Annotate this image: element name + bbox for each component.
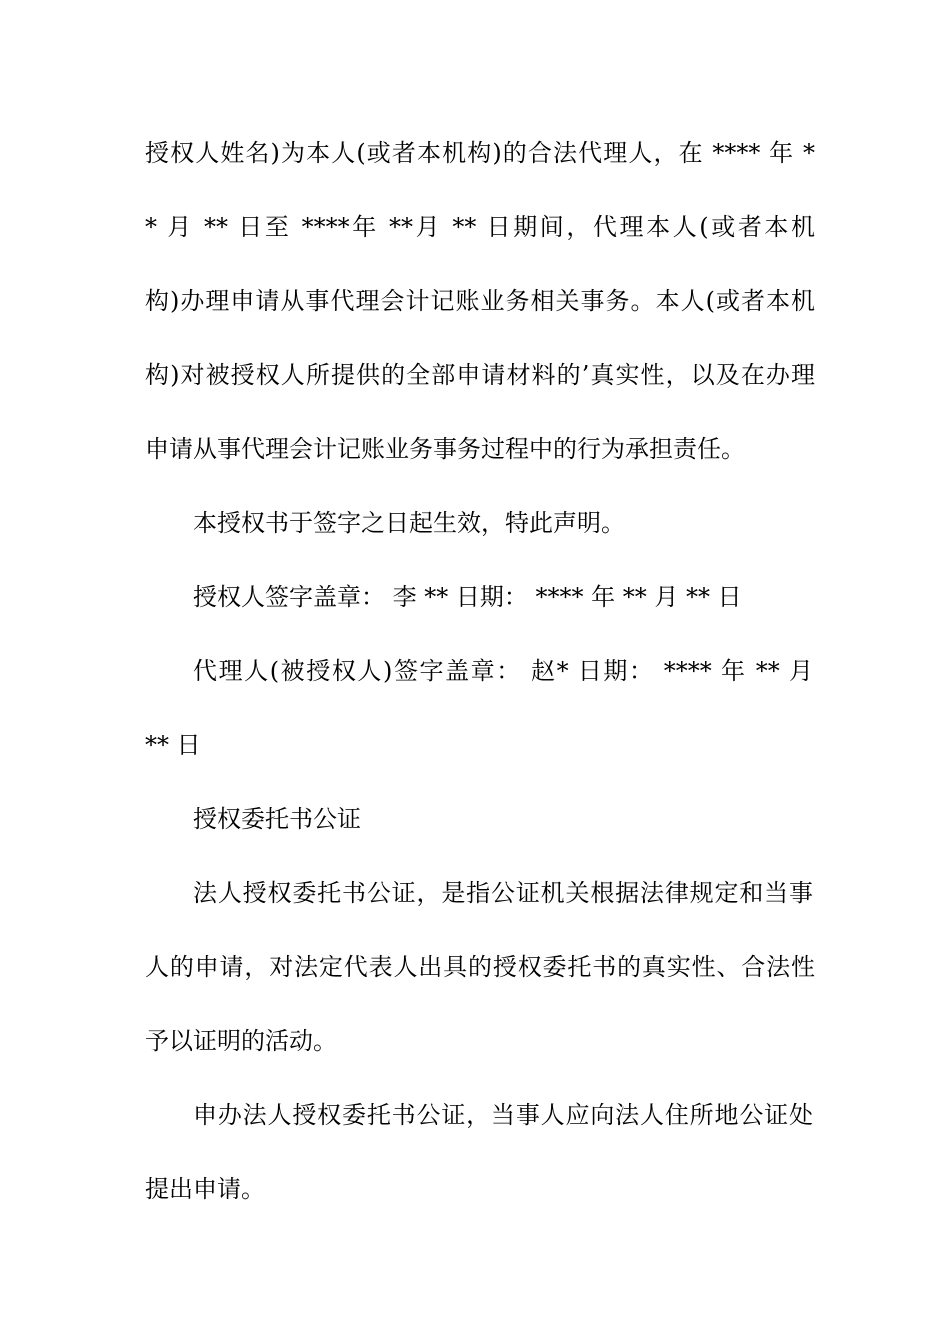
notarization-paragraph-line-3: 予以证明的活动。: [145, 1027, 337, 1055]
paragraph-line-2: * 月 ** 日至 ****年 **月 ** 日期间，代理本人(或者本机: [145, 213, 815, 241]
agent-signature-line: 代理人(被授权人)签字盖章： 赵* 日期： **** 年 ** 月: [193, 657, 813, 685]
application-paragraph-line-2: 提出申请。: [145, 1175, 265, 1203]
paragraph-line-4: 构)对被授权人所提供的全部申请材料的’真实性，以及在办理: [145, 361, 815, 389]
application-paragraph-line-1: 申办法人授权委托书公证，当事人应向法人住所地公证处: [193, 1101, 813, 1129]
paragraph-line-1: 授权人姓名)为本人(或者本机构)的合法代理人，在 **** 年 *: [145, 139, 815, 167]
notarization-paragraph-line-1: 法人授权委托书公证，是指公证机关根据法律规定和当事: [193, 879, 813, 907]
effective-statement: 本授权书于签字之日起生效，特此声明。: [193, 509, 625, 537]
paragraph-line-3: 构)办理申请从事代理会计记账业务相关事务。本人(或者本机: [145, 287, 815, 315]
section-heading: 授权委托书公证: [193, 805, 361, 833]
paragraph-line-5: 申请从事代理会计记账业务事务过程中的行为承担责任。: [145, 435, 745, 463]
agent-signature-day: ** 日: [145, 731, 201, 759]
grantor-signature-line: 授权人签字盖章： 李 ** 日期： **** 年 ** 月 ** 日: [193, 583, 742, 611]
notarization-paragraph-line-2: 人的申请，对法定代表人出具的授权委托书的真实性、合法性: [145, 953, 815, 981]
